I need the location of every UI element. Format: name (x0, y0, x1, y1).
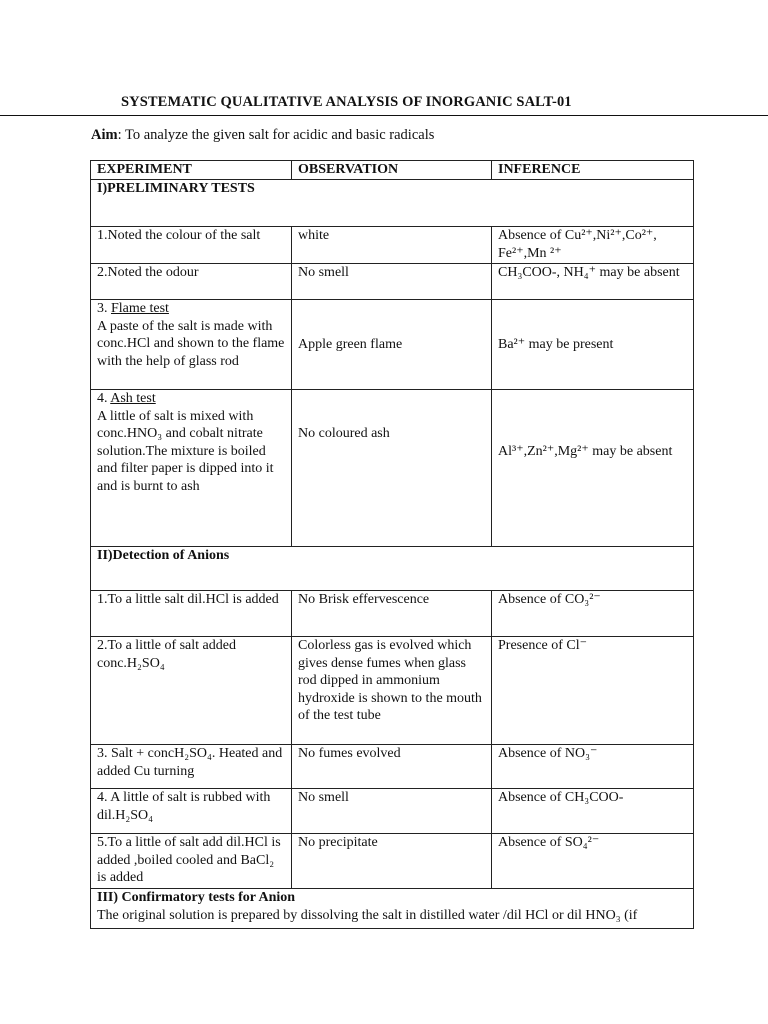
aim-line (91, 127, 434, 144)
ash-observation-text: No coloured ash (298, 426, 390, 441)
table-row (91, 591, 694, 637)
section-confirmatory-row (91, 889, 694, 929)
flame-number: 3. (97, 301, 111, 316)
inference-odour: CH₃COO-, NH₄⁺ may be absent (492, 264, 694, 300)
table-row (91, 227, 694, 264)
ash-inference-text: Al³⁺,Zn²⁺,Mg²⁺ may be absent (498, 444, 673, 459)
observation-ash (292, 390, 492, 547)
inference-bacl2: Absence of SO₄²⁻ (492, 834, 694, 889)
inference-flame: Ba²⁺ may be present (492, 300, 694, 390)
experiment-cu-turning: 3. Salt + concH₂SO₄. Heated and added Cu turning (91, 745, 292, 789)
table-row (91, 390, 694, 547)
table-row (91, 300, 694, 390)
experiment-flame (91, 300, 292, 390)
section-anions: II)Detection of Anions (91, 547, 694, 591)
page-title: SYSTEMATIC QUALITATIVE ANALYSIS OF INORGANIC SALT-01 (121, 94, 572, 110)
observation-dil-h2so4: No smell (292, 789, 492, 834)
observation-colour: white (292, 227, 492, 264)
ash-test-procedure: A little of salt is mixed with conc.HNO₃ and cobalt nitrate solution.The mixture is boiled and filter paper is dipped into it and is burnt to ash (97, 408, 274, 494)
confirmatory-note: The original solution is prepared by dissolving the salt in distilled water /dil HCl or dil HNO₃ (if (97, 907, 638, 923)
inference-dil-h2so4: Absence of CH₃COO- (492, 789, 694, 834)
table-row (91, 789, 694, 834)
experiment-colour: 1.Noted the colour of the salt (91, 227, 292, 264)
header-observation: OBSERVATION (292, 161, 492, 180)
aim-text: : To analyze the given salt for acidic and basic radicals (117, 127, 435, 143)
flame-test-procedure: A paste of the salt is made with conc.HCl and shown to the flame with the help of glass rod (97, 318, 285, 369)
analysis-table (90, 160, 694, 929)
table-row (91, 264, 694, 300)
table-row (91, 834, 694, 889)
table-row (91, 637, 694, 745)
experiment-ash (91, 390, 292, 547)
observation-bacl2: No precipitate (292, 834, 492, 889)
ash-test-title: Ash test (110, 391, 156, 406)
experiment-conc-h2so4: 2.To a little of salt added conc.H₂SO₄ (91, 637, 292, 745)
section-preliminary: I)PRELIMINARY TESTS (91, 180, 694, 227)
header-inference: INFERENCE (492, 161, 694, 180)
section-confirmatory (91, 889, 694, 929)
inference-colour: Absence of Cu²⁺,Ni²⁺,Co²⁺, Fe²⁺,Mn ²⁺ (492, 227, 694, 264)
section-anions-row (91, 547, 694, 591)
experiment-dil-h2so4: 4. A little of salt is rubbed with dil.H₂SO₄ (91, 789, 292, 834)
confirmatory-heading: III) Confirmatory tests for Anion (97, 890, 296, 905)
table-header-row (91, 161, 694, 180)
experiment-bacl2: 5.To a little of salt add dil.HCl is added ,boiled cooled and BaCl₂ is added (91, 834, 292, 889)
observation-cu-turning: No fumes evolved (292, 745, 492, 789)
inference-dil-hcl: Absence of CO₃²⁻ (492, 591, 694, 637)
inference-ash (492, 390, 694, 547)
inference-cu-turning: Absence of NO₃⁻ (492, 745, 694, 789)
experiment-dil-hcl: 1.To a little salt dil.HCl is added (91, 591, 292, 637)
title-divider (0, 115, 768, 116)
observation-dil-hcl: No Brisk effervescence (292, 591, 492, 637)
observation-flame: Apple green flame (292, 300, 492, 390)
aim-label: Aim (91, 127, 118, 143)
header-experiment: EXPERIMENT (91, 161, 292, 180)
experiment-odour: 2.Noted the odour (91, 264, 292, 300)
ash-number: 4. (97, 391, 111, 406)
section-preliminary-row (91, 180, 694, 227)
table-row (91, 745, 694, 789)
observation-conc-h2so4: Colorless gas is evolved which gives dense fumes when glass rod dipped in ammonium hydroxide is shown to the mouth of the test tube (292, 637, 492, 745)
flame-test-title: Flame test (111, 301, 169, 316)
observation-odour: No smell (292, 264, 492, 300)
inference-conc-h2so4: Presence of Cl⁻ (492, 637, 694, 745)
